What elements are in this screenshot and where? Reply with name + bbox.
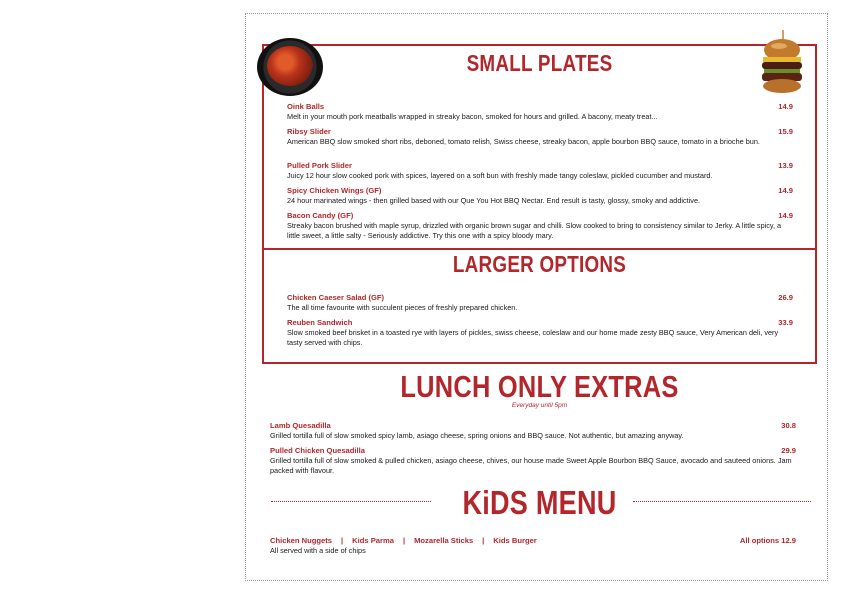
item-name: Ribsy Slider — [287, 127, 331, 136]
item-description: Grilled tortilla full of slow smoked spicy lamb, asiago cheese, spring onions and BBQ sauce. Not authentic, but amazing anyway. — [270, 431, 684, 440]
item-name: Spicy Chicken Wings (GF) — [287, 186, 382, 195]
item-description: Juicy 12 hour slow cooked pork with spices, layered on a soft bun with freshly made tangy coleslaw, pickled cucumber and mustard. — [287, 171, 713, 180]
menu-item — [270, 446, 796, 476]
item-price: 33.9 — [778, 318, 793, 327]
lunch-extras-subtitle: Everyday until 5pm — [511, 402, 568, 409]
item-price: 14.9 — [778, 211, 793, 220]
item-description: American BBQ slow smoked short ribs, deboned, tomato relish, Swiss cheese, streaky bacon, apple bourbon BBQ sauce, tomato in a brioche bun. — [287, 137, 760, 146]
item-price: 30.8 — [781, 421, 796, 430]
separator: | — [402, 536, 406, 545]
item-description: Melt in your mouth pork meatballs wrapped in streaky bacon, smoked for hours and grilled. A bacony, meaty treat... — [287, 112, 658, 121]
separator: | — [482, 536, 485, 545]
menu-item — [287, 211, 793, 241]
menu-item — [287, 186, 793, 206]
item-description: Streaky bacon brushed with maple syrup, drizzled with organic brown sugar and chilli. Slow cooked to bring to consistency similar to Jerky. A little spicy, a little sweet, a little salty - Seriously addictive. Try this one with a spicy bloody mary. — [287, 221, 782, 240]
kids-price: All options 12.9 — [739, 536, 796, 545]
separator: | — [341, 536, 344, 545]
menu-item — [287, 102, 793, 122]
kids-option: Chicken Nuggets — [270, 536, 333, 545]
item-price: 15.9 — [778, 127, 793, 136]
item-description: Grilled tortilla full of slow smoked & pulled chicken, asiago cheese, chives, our house made Sweet Apple Bourbon BBQ Sauce, avocado and sauteed onions. Jam packed with flavour. — [270, 456, 792, 475]
item-price: 14.9 — [778, 186, 793, 195]
kids-options-row — [270, 536, 796, 545]
item-price: 29.9 — [781, 446, 796, 455]
kids-option: Kids Parma — [352, 536, 394, 545]
kids-note: All served with a side of chips — [270, 546, 366, 555]
larger-options-heading: LARGER OPTIONS — [452, 251, 627, 277]
item-description: Slow smoked beef brisket in a toasted rye with layers of pickles, swiss cheese, coleslaw and our home made zesty BBQ sauce, Very American deli, very tasty served with chips. — [287, 328, 779, 347]
item-description: 24 hour marinated wings - then grilled based with our Que You Hot BBQ Nectar. End result is tasty, glossy, smoky and addictive. — [287, 196, 701, 205]
menu-item — [287, 161, 793, 181]
menu-item — [287, 293, 793, 313]
item-price: 14.9 — [778, 102, 793, 111]
kids-option: Kids Burger — [493, 536, 537, 545]
small-plates-heading: SMALL PLATES — [466, 50, 613, 76]
item-name: Bacon Candy (GF) — [287, 211, 354, 220]
item-name: Reuben Sandwich — [287, 318, 353, 327]
kids-menu-heading: KiDS MENU — [462, 484, 617, 521]
item-name: Chicken Caeser Salad (GF) — [287, 293, 385, 302]
item-name: Pulled Pork Slider — [287, 161, 352, 170]
item-price: 26.9 — [778, 293, 793, 302]
item-name: Oink Balls — [287, 102, 325, 111]
dotted-divider-right — [633, 501, 811, 502]
menu-item — [270, 421, 796, 441]
item-price: 13.9 — [778, 161, 793, 170]
menu-item — [287, 127, 793, 147]
kids-option: Mozarella Sticks — [414, 536, 474, 545]
item-name: Pulled Chicken Quesadilla — [270, 446, 365, 455]
item-name: Lamb Quesadilla — [270, 421, 331, 430]
menu-item — [287, 318, 793, 348]
lunch-extras-heading: LUNCH ONLY EXTRAS — [400, 369, 679, 404]
item-description: The all time favourite with succulent pieces of freshly prepared chicken. — [287, 303, 518, 312]
